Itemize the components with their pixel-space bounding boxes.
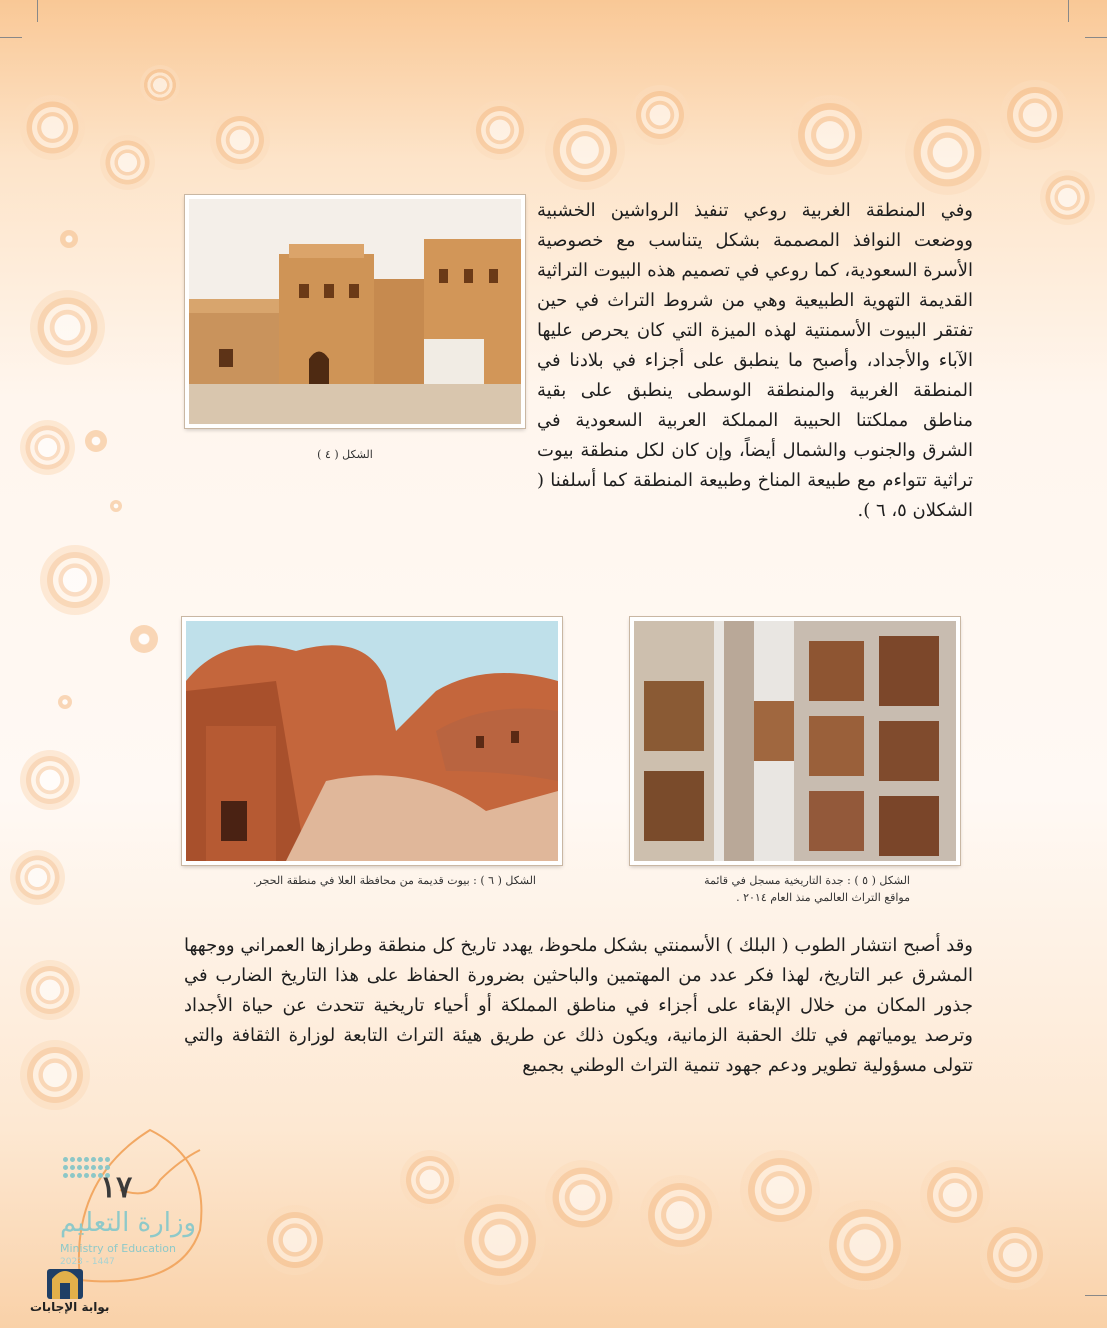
decor-flower xyxy=(820,1200,910,1290)
figure-5-photo xyxy=(630,617,960,865)
decor-flower xyxy=(20,750,80,810)
portal-badge-text: بوابة الإجابات xyxy=(30,1300,110,1314)
alula-tombs-image xyxy=(186,621,558,861)
figure-5-caption xyxy=(640,872,910,906)
figure-6-caption: الشكل ( ٦ ) : بيوت قديمة من محافظة العلا في منطقة الحجر. xyxy=(253,874,536,887)
decor-dot xyxy=(85,430,107,452)
decor-flower xyxy=(100,135,155,190)
decor-flower xyxy=(20,960,80,1020)
decor-flower xyxy=(10,850,65,905)
decor-flower xyxy=(545,110,625,190)
decor-flower xyxy=(1040,170,1095,225)
decor-flower xyxy=(20,1040,90,1110)
decor-flower xyxy=(740,1150,820,1230)
figure-4-caption: الشكل ( ٤ ) xyxy=(317,448,373,461)
decor-flower xyxy=(40,545,110,615)
figure-6-photo xyxy=(182,617,562,865)
decor-flower xyxy=(545,1160,620,1235)
ministry-name-en: Ministry of Education xyxy=(60,1242,177,1255)
page-number: ١٧ xyxy=(100,1170,133,1205)
paragraph-top: وفي المنطقة الغربية روعي تنفيذ الرواشين الخشبية ووضعت النوافذ المصممة بشكل يتناسب مع خصوصية الأسرة السعودية، كما روعي في تصميم هذه البيوت التراثية القديمة التهوية الطبيعية وهي من شروط التراث في حين تفتقر البيوت الأسمنتية لهذه الميزة التي كان يحرص عليها الآباء والأجداد، وأصبح ما ينطبق على أجزاء في بلادنا في المنطقة الغربية والمنطقة الوسطى ينطبق على بقية مناطق مملكتنا الحبيبة المملكة العربية السعودية في الشرق والجنوب والشمال أيضاً، وإن كان لكل منطقة بيوت تراثية تتواءم مع طبيعة المناخ وطبيعة المنطقة كما أسلفنا ( الشكلان ٥، ٦ ). xyxy=(537,200,973,521)
decor-flower xyxy=(400,1150,460,1210)
figure-4-photo xyxy=(185,195,525,428)
crop-mark xyxy=(0,37,22,38)
decor-flower xyxy=(905,110,990,195)
figure-5-caption-line1: الشكل ( ٥ ) : جدة التاريخية مسجل في قائمة xyxy=(704,874,910,887)
decor-dot xyxy=(110,500,122,512)
ministry-name-ar: وزارة التعليم xyxy=(60,1208,197,1238)
crop-mark xyxy=(1068,0,1069,22)
decor-flower xyxy=(640,1175,720,1255)
paragraph-bottom: وقد أصبح انتشار الطوب ( البلك ) الأسمنتي بشكل ملحوظ، يهدد تاريخ كل منطقة وطرازها العمراني ووجهها المشرق عبر التاريخ، لهذا فكر عدد من المهتمين والباحثين بضرورة الحفاظ على هذا التاريخ الضارب في جذور المكان من خلال الإبقاء على أجزاء في مناطق المملكة أو أحياء تاريخية تتحدث عن حياة الأجداد وترصد يومياتهم في تلك الحقبة الزمانية، ويكون ذلك عن طريق هيئة التراث التابعة لوزارة الثقافة والتي تتولى مسؤولية تطوير ودعم جهود تنمية التراث الوطني بجميع xyxy=(184,935,974,1076)
ministry-year: 2023 - 1447 xyxy=(60,1257,115,1267)
figure-5-caption-line2: مواقع التراث العالمي منذ العام ٢٠١٤ . xyxy=(736,891,910,904)
decor-dot xyxy=(130,625,158,653)
decor-flower xyxy=(790,95,870,175)
decor-flower xyxy=(980,1220,1050,1290)
decor-flower xyxy=(455,1195,545,1285)
decor-flower xyxy=(210,110,270,170)
decor-flower xyxy=(470,100,530,160)
crop-mark xyxy=(37,0,38,22)
crop-mark xyxy=(1085,1295,1107,1296)
heritage-house-image xyxy=(189,199,521,424)
decor-dot xyxy=(60,230,78,248)
decor-flower xyxy=(20,95,85,160)
decor-flower xyxy=(30,290,105,365)
decor-flower xyxy=(260,1205,330,1275)
decor-dot xyxy=(58,695,72,709)
decor-flower xyxy=(920,1160,990,1230)
historic-jeddah-image xyxy=(634,621,956,861)
decor-flower xyxy=(630,85,690,145)
crop-mark xyxy=(1085,37,1107,38)
decor-flower xyxy=(140,65,180,105)
decor-flower xyxy=(20,420,75,475)
portal-building-icon xyxy=(44,1257,86,1301)
decor-flower xyxy=(1000,80,1070,150)
